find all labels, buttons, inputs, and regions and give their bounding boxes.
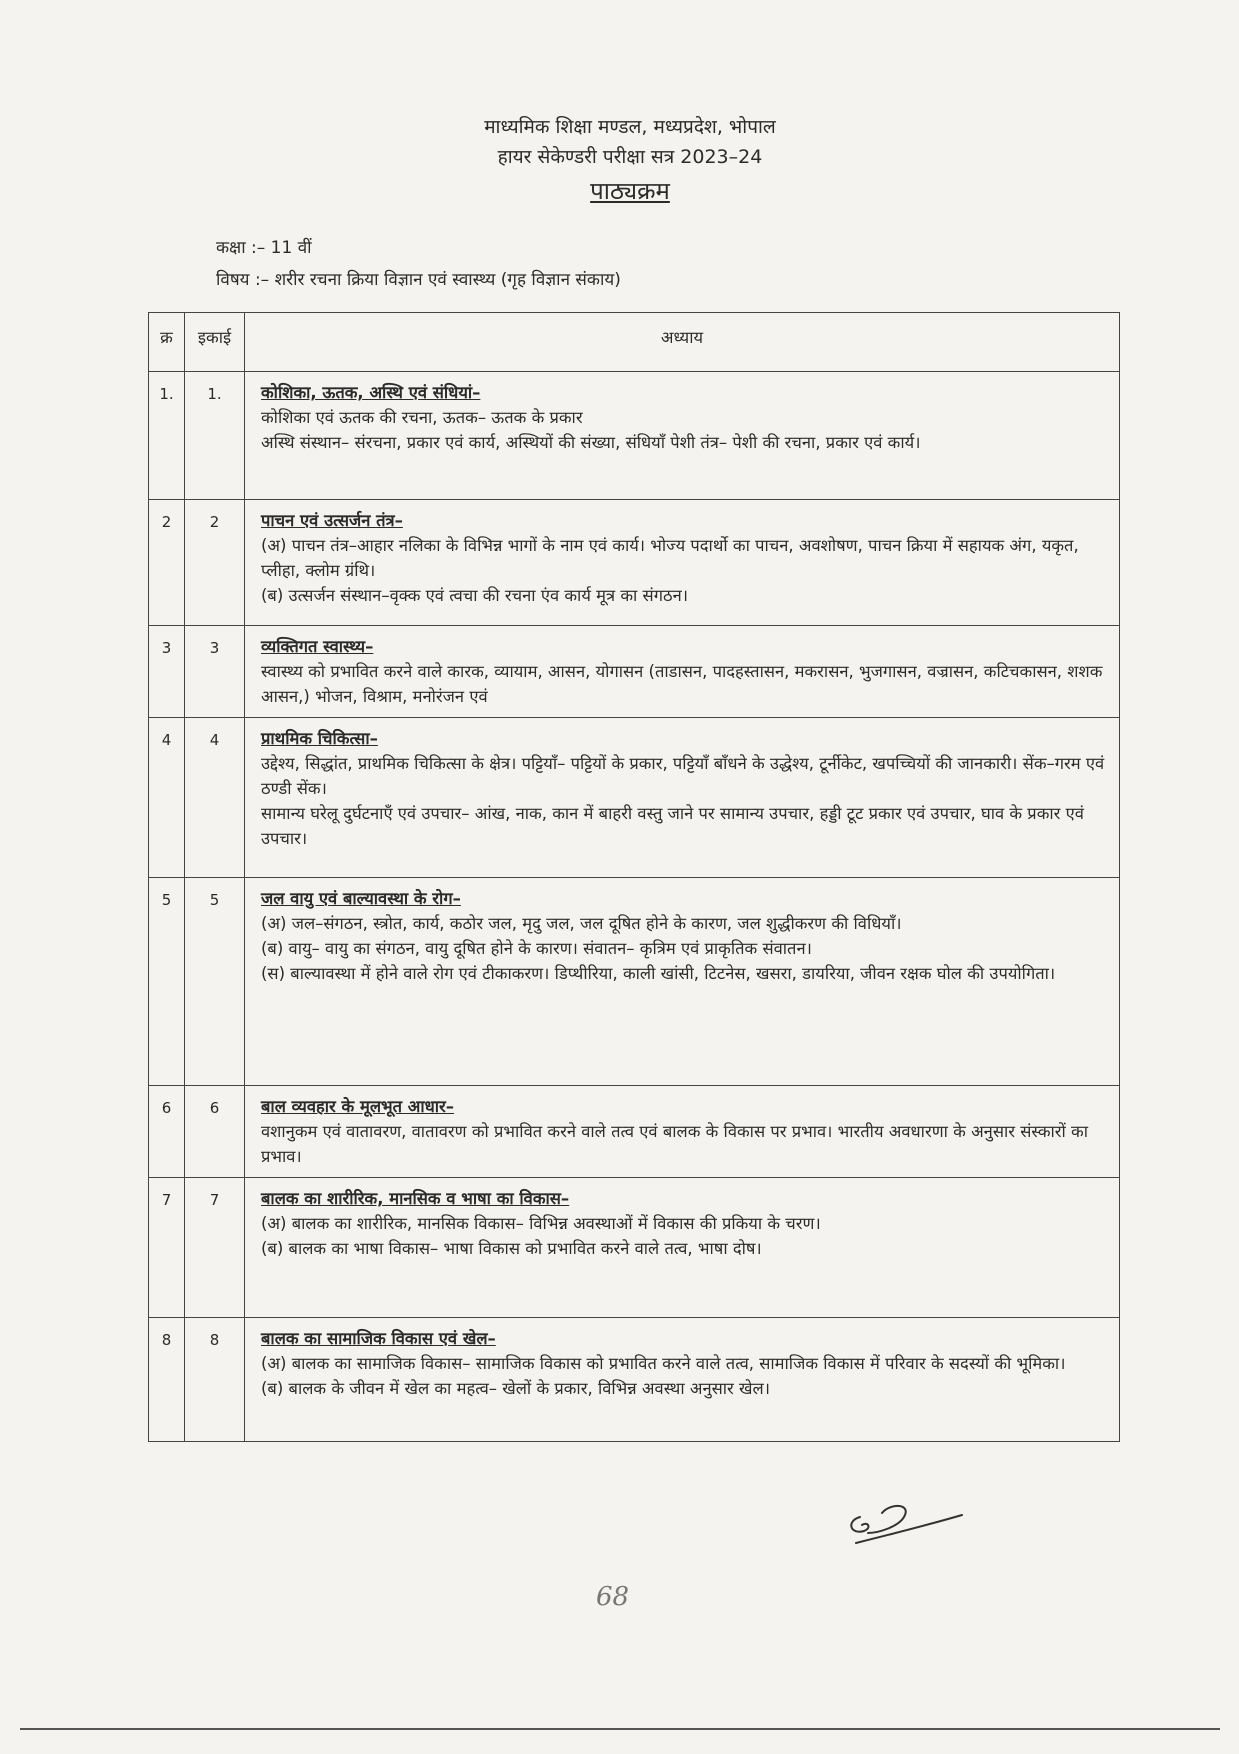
chapter-title: प्राथमिक चिकित्सा– bbox=[261, 729, 378, 748]
row-unit: 4 bbox=[185, 718, 245, 878]
chapter-line: (अ) पाचन तंत्र–आहार नलिका के विभिन्न भागों के नाम एवं कार्य। भोज्य पदार्थो का पाचन, अवशोषण, पाचन क्रिया में सहायक अंग, यकृत, प्लीहा, क्लोम ग्रंथि। bbox=[261, 536, 1079, 580]
board-name: माध्यमिक शिक्षा मण्डल, मध्यप्रदेश, भोपाल bbox=[484, 116, 776, 138]
row-serial: 7 bbox=[149, 1178, 185, 1318]
row-chapter bbox=[245, 1086, 1120, 1178]
chapter-line: (अ) बालक का सामाजिक विकास– सामाजिक विकास को प्रभावित करने वाले तत्व, सामाजिक विकास में परिवार के सदस्यों की भूमिका। bbox=[261, 1354, 1066, 1373]
row-chapter bbox=[245, 626, 1120, 718]
class-subject-info bbox=[216, 232, 621, 296]
subject-line: विषय :– शरीर रचना क्रिया विज्ञान एवं स्वास्थ्य (गृह विज्ञान संकाय) bbox=[216, 270, 621, 290]
chapter-line: वशानुकम एवं वातावरण, वातावरण को प्रभावित करने वाले तत्व एवं बालक के विकास पर प्रभाव। भारतीय अवधारणा के अनुसार संस्कारों का प्रभाव। bbox=[261, 1122, 1088, 1166]
page-number: 68 bbox=[596, 1582, 630, 1612]
chapter-line: (ब) उत्सर्जन संस्थान–वृक्क एवं त्वचा की रचना एंव कार्य मूत्र का संगठन। bbox=[261, 586, 688, 605]
row-chapter bbox=[245, 878, 1120, 1086]
table-row bbox=[149, 878, 1120, 1086]
header-chapter: अध्याय bbox=[245, 313, 1120, 372]
table-row bbox=[149, 718, 1120, 878]
chapter-line: स्वास्थ्य को प्रभावित करने वाले कारक, व्यायाम, आसन, योगासन (ताडासन, पादहस्तासन, मकरासन, भुजगासन, वज्रासन, कटिचकासन, शशक आसन,) भोजन, विश्राम, मनोरंजन एवं bbox=[261, 662, 1103, 706]
row-unit: 1. bbox=[185, 372, 245, 500]
chapter-title: बाल व्यवहार के मूलभूत आधार– bbox=[261, 1097, 455, 1116]
row-serial: 4 bbox=[149, 718, 185, 878]
chapter-line: (ब) बालक के जीवन में खेल का महत्व– खेलों के प्रकार, विभिन्न अवस्था अनुसार खेल। bbox=[261, 1379, 770, 1398]
class-line: कक्षा :– 11 वीं bbox=[216, 238, 312, 258]
table-header-row bbox=[149, 313, 1120, 372]
syllabus-table bbox=[148, 312, 1120, 1442]
row-chapter bbox=[245, 500, 1120, 626]
chapter-title: जल वायु एवं बाल्यावस्था के रोग– bbox=[261, 889, 461, 908]
chapter-line: (स) बाल्यावस्था में होने वाले रोग एवं टीकाकरण। डिप्थीरिया, काली खांसी, टिटनेस, खसरा, डायरिया, जीवन रक्षक घोल की उपयोगिता। bbox=[261, 964, 1056, 983]
chapter-line: (ब) वायु– वायु का संगठन, वायु दूषित होने के कारण। संवातन– कृत्रिम एवं प्राकृतिक संवातन। bbox=[261, 939, 812, 958]
row-chapter bbox=[245, 1318, 1120, 1442]
chapter-title: बालक का सामाजिक विकास एवं खेल– bbox=[261, 1329, 496, 1348]
row-unit: 7 bbox=[185, 1178, 245, 1318]
table-row bbox=[149, 1178, 1120, 1318]
chapter-title: बालक का शारीरिक, मानसिक व भाषा का विकास– bbox=[261, 1189, 570, 1208]
row-chapter bbox=[245, 1178, 1120, 1318]
header-serial: क्र bbox=[149, 313, 185, 372]
row-chapter bbox=[245, 372, 1120, 500]
table-row bbox=[149, 626, 1120, 718]
chapter-line: सामान्य घरेलू दुर्घटनाएँ एवं उपचार– आंख, नाक, कान में बाहरी वस्तु जाने पर सामान्य उपचार, हड्डी टूट प्रकार एवं उपचार, घाव के प्रकार एवं उपचार। bbox=[261, 804, 1084, 848]
row-unit: 8 bbox=[185, 1318, 245, 1442]
chapter-line: (ब) बालक का भाषा विकास– भाषा विकास को प्रभावित करने वाले तत्व, भाषा दोष। bbox=[261, 1239, 762, 1258]
table-row bbox=[149, 372, 1120, 500]
header-unit: इकाई bbox=[185, 313, 245, 372]
table-row bbox=[149, 500, 1120, 626]
chapter-title: कोशिका, ऊतक, अस्थि एवं संधियां– bbox=[261, 383, 481, 402]
row-unit: 2 bbox=[185, 500, 245, 626]
row-serial: 2 bbox=[149, 500, 185, 626]
handwritten-signature bbox=[838, 1495, 968, 1559]
table-row bbox=[149, 1086, 1120, 1178]
chapter-title: पाचन एवं उत्सर्जन तंत्र– bbox=[261, 511, 403, 530]
row-unit: 3 bbox=[185, 626, 245, 718]
bottom-divider bbox=[20, 1728, 1220, 1730]
table-row bbox=[149, 1318, 1120, 1442]
chapter-line: (अ) जल–संगठन, स्त्रोत, कार्य, कठोर जल, मृदु जल, जल दूषित होने के कारण, जल शुद्धीकरण की विधियाँ। bbox=[261, 914, 902, 933]
row-serial: 3 bbox=[149, 626, 185, 718]
chapter-line: अस्थि संस्थान– संरचना, प्रकार एवं कार्य, अस्थियों की संख्या, संधियाँ पेशी तंत्र– पेशी की रचना, प्रकार एवं कार्य। bbox=[261, 433, 921, 452]
row-unit: 6 bbox=[185, 1086, 245, 1178]
document-title: पाठ्यक्रम bbox=[590, 177, 670, 205]
exam-session: हायर सेकेण्डरी परीक्षा सत्र 2023–24 bbox=[497, 146, 763, 168]
row-serial: 1. bbox=[149, 372, 185, 500]
chapter-title: व्यक्तिगत स्वास्थ्य– bbox=[261, 637, 374, 656]
row-serial: 5 bbox=[149, 878, 185, 1086]
row-chapter bbox=[245, 718, 1120, 878]
chapter-line: (अ) बालक का शारीरिक, मानसिक विकास– विभिन्न अवस्थाओं में विकास की प्रकिया के चरण। bbox=[261, 1214, 821, 1233]
document-header bbox=[380, 112, 880, 208]
row-serial: 8 bbox=[149, 1318, 185, 1442]
chapter-line: उद्देश्य, सिद्धांत, प्राथमिक चिकित्सा के क्षेत्र। पट्टियाँ– पट्टियों के प्रकार, पट्टियाँ बाँधने के उद्धेश्य, टूर्नीकेट, खपच्चियों की जानकारी। सेंक–गरम एवं ठण्डी सेंक। bbox=[261, 754, 1105, 798]
chapter-line: कोशिका एवं ऊतक की रचना, ऊतक– ऊतक के प्रकार bbox=[261, 408, 583, 427]
row-serial: 6 bbox=[149, 1086, 185, 1178]
row-unit: 5 bbox=[185, 878, 245, 1086]
